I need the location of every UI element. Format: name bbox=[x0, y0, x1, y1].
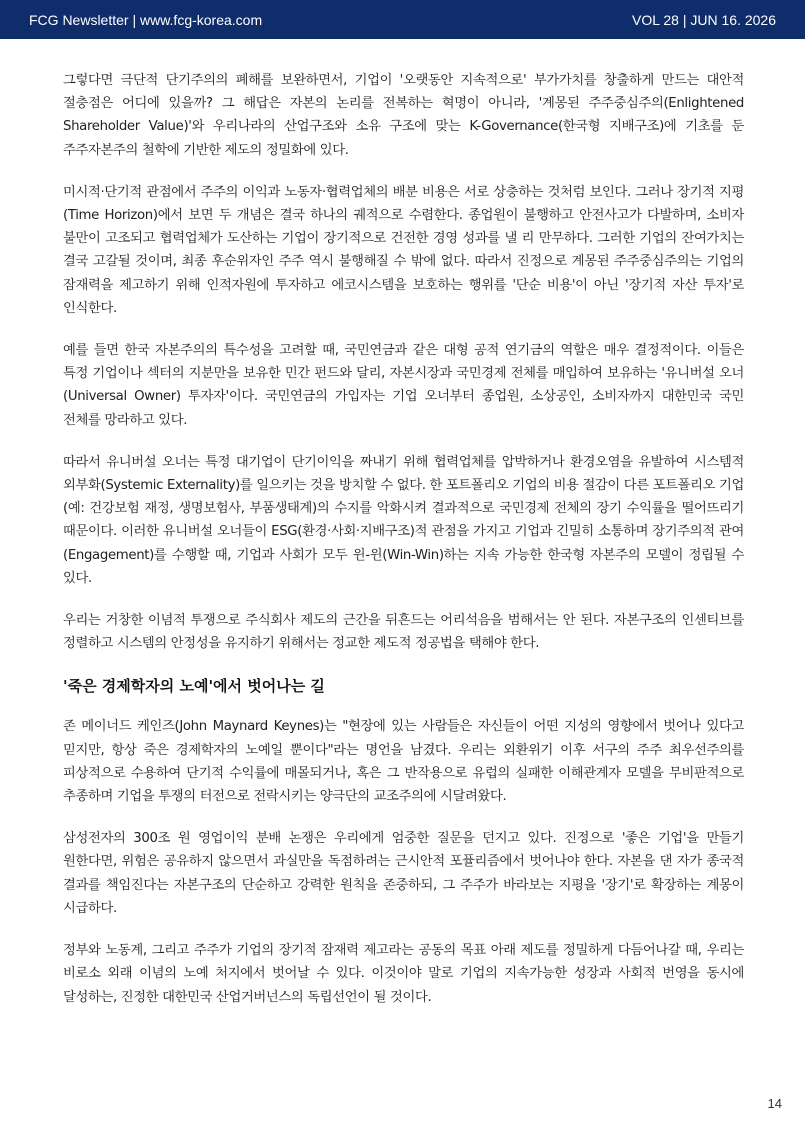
newsletter-header-bar bbox=[0, 0, 805, 39]
paragraph-8: 정부와 노동계, 그리고 주주가 기업의 장기적 잠재력 제고라는 공동의 목표 아래 제도를 정밀하게 다듬어나갈 때, 우리는 비로소 외래 이념의 노예 처지에서 벗어날 수 있다. 이것이야 말로 기업의 지속가능한 성장과 사회적 번영을 동시에 달성하는, 진정한 대한민국 산업거버넌스의 독립선언이 될 것이다. bbox=[63, 943, 744, 1005]
issue-volume-date: VOL 28 | JUN 16. 2026 bbox=[632, 11, 776, 28]
paragraph-1: 그렇다면 극단적 단기주의의 폐해를 보완하면서, 기업이 '오랫동안 지속적으로' 부가가치를 창출하게 만드는 대안적 절충점은 어디에 있을까? 그 해답은 자본의 논리를 전복하는 혁명이 아니라, '계몽된 주주중심주의(Enlightened Shareholder Value)'와 우리나라의 산업구조와 소유 구조에 맞는 K-Governance(한국형 지배구조)에 기초를 둔 주주자본주의 철학에 기반한 제도의 정밀화에 있다. bbox=[63, 73, 744, 158]
paragraph-4: 따라서 유니버설 오너는 특정 대기업이 단기이익을 짜내기 위해 협력업체를 압박하거나 환경오염을 유발하여 시스템적 외부화(Systemic Externality)를 일으키는 것을 방치할 수 없다. 한 포트폴리오 기업의 비용 절감이 다른 포트폴리오 기업(예: 건강보험 재정, 생명보험사, 부품생태계)의 수지를 악화시켜 결과적으로 국민경제 전체의 장기 수익률을 떨어뜨리기 때문이다. 이러한 유니버설 오너들이 ESG(환경·사회·지배구조)적 관점을 가지고 기업과 긴밀히 소통하며 장기주의적 관여(Engagement)를 수행할 때, 기업과 사회가 모두 윈-윈(Win-Win)하는 지속 가능한 한국형 자본주의 모델이 정립될 수 있다. bbox=[63, 454, 745, 586]
newsletter-site-label: FCG Newsletter | www.fcg-korea.com bbox=[29, 11, 263, 28]
section-heading: '죽은 경제학자의 노예'에서 벗어나는 길 bbox=[63, 677, 325, 696]
article-body bbox=[63, 69, 744, 1028]
page-number: 14 bbox=[767, 1096, 782, 1111]
paragraph-5: 우리는 거창한 이념적 투쟁으로 주식회사 제도의 근간을 뒤흔드는 어리석음을 범해서는 안 된다. 자본구조의 인센티브를 정렬하고 시스템의 안정성을 유지하기 위해서는 정교한 제도적 정공법을 택해야 한다. bbox=[63, 613, 744, 652]
paragraph-2: 미시적·단기적 관점에서 주주의 이익과 노동자·협력업체의 배분 비용은 서로 상충하는 것처럼 보인다. 그러나 장기적 지평(Time Horizon)에서 보면 두 개념은 결국 하나의 궤적으로 수렴한다. 종업원이 불행하고 안전사고가 다발하며, 소비자 불만이 고조되고 협력업체가 도산하는 기업이 장기적으로 건전한 경영 성과를 낼 리 만무하다. 그러한 기업의 잔여가치는 결국 고갈될 것이며, 최종 후순위자인 주주 역시 불행해질 수 밖에 없다. 따라서 진정으로 계몽된 주주중심주의는 기업의 잠재력을 제고하기 위해 인적자원에 투자하고 에코시스템을 보호하는 행위를 '단순 비용'이 아닌 '장기적 자산 투자'로 인식한다. bbox=[63, 184, 744, 316]
paragraph-7: 삼성전자의 300조 원 영업이익 분배 논쟁은 우리에게 엄중한 질문을 던지고 있다. 진정으로 '좋은 기업'을 만들기 원한다면, 위험은 공유하지 않으면서 과실만을 독점하려는 근시안적 포퓰리즘에서 벗어나야 한다. 자본을 댄 자가 종국적 결과를 책임진다는 자본구조의 단순하고 강력한 원칙을 존중하되, 그 주주가 바라보는 지평을 '장기'로 확장하는 계몽이 시급하다. bbox=[63, 831, 744, 916]
paragraph-6: 존 메이너드 케인즈(John Maynard Keynes)는 "현장에 있는 사람들은 자신들이 어떤 지성의 영향에서 벗어나 있다고 믿지만, 항상 죽은 경제학자의 노예일 뿐이다"라는 명언을 남겼다. 우리는 외환위기 이후 서구의 주주 최우선주의를 피상적으로 수용하여 단기적 수익률에 매몰되거나, 혹은 그 반작용으로 유럽의 실패한 이해관계자 모델을 무비판적으로 추종하며 기업을 투쟁의 터전으로 전락시키는 양극단의 교조주의에 시달려왔다. bbox=[63, 719, 744, 805]
paragraph-3: 예를 들면 한국 자본주의의 특수성을 고려할 때, 국민연금과 같은 대형 공적 연기금의 역할은 매우 결정적이다. 이들은 특정 기업이나 섹터의 지분만을 보유한 민간 펀드와 달리, 자본시장과 국민경제 전체를 매입하여 보유하는 '유니버설 오너(Universal Owner) 투자자'이다. 국민연금의 가입자는 기업 오너부터 종업원, 소상공인, 소비자까지 대한민국 국민 전체를 망라하고 있다. bbox=[63, 343, 744, 428]
